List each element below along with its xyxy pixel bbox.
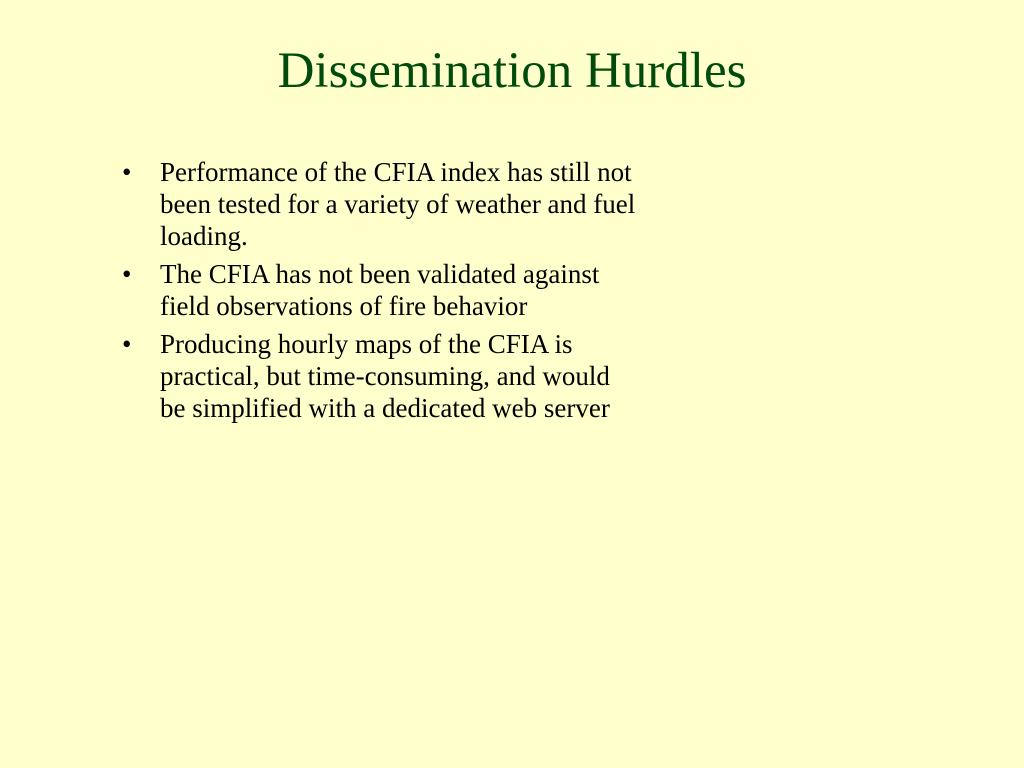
bullet-icon: • — [122, 259, 132, 289]
bullet-item — [116, 328, 636, 424]
bullet-list — [116, 156, 636, 430]
bullet-text: The CFIA has not been validated against field observations of fire behavior — [160, 259, 600, 321]
slide-title: Dissemination Hurdles — [277, 43, 747, 99]
bullet-text: Producing hourly maps of the CFIA is practical, but time-consuming, and would be simplified with a dedicated web server — [160, 329, 610, 423]
bullet-icon: • — [122, 157, 132, 187]
bullet-text: Performance of the CFIA index has still not been tested for a variety of weather and fuel loading. — [160, 157, 636, 251]
bullet-icon: • — [122, 329, 132, 359]
bullet-item — [116, 258, 636, 322]
bullet-item — [116, 156, 636, 252]
